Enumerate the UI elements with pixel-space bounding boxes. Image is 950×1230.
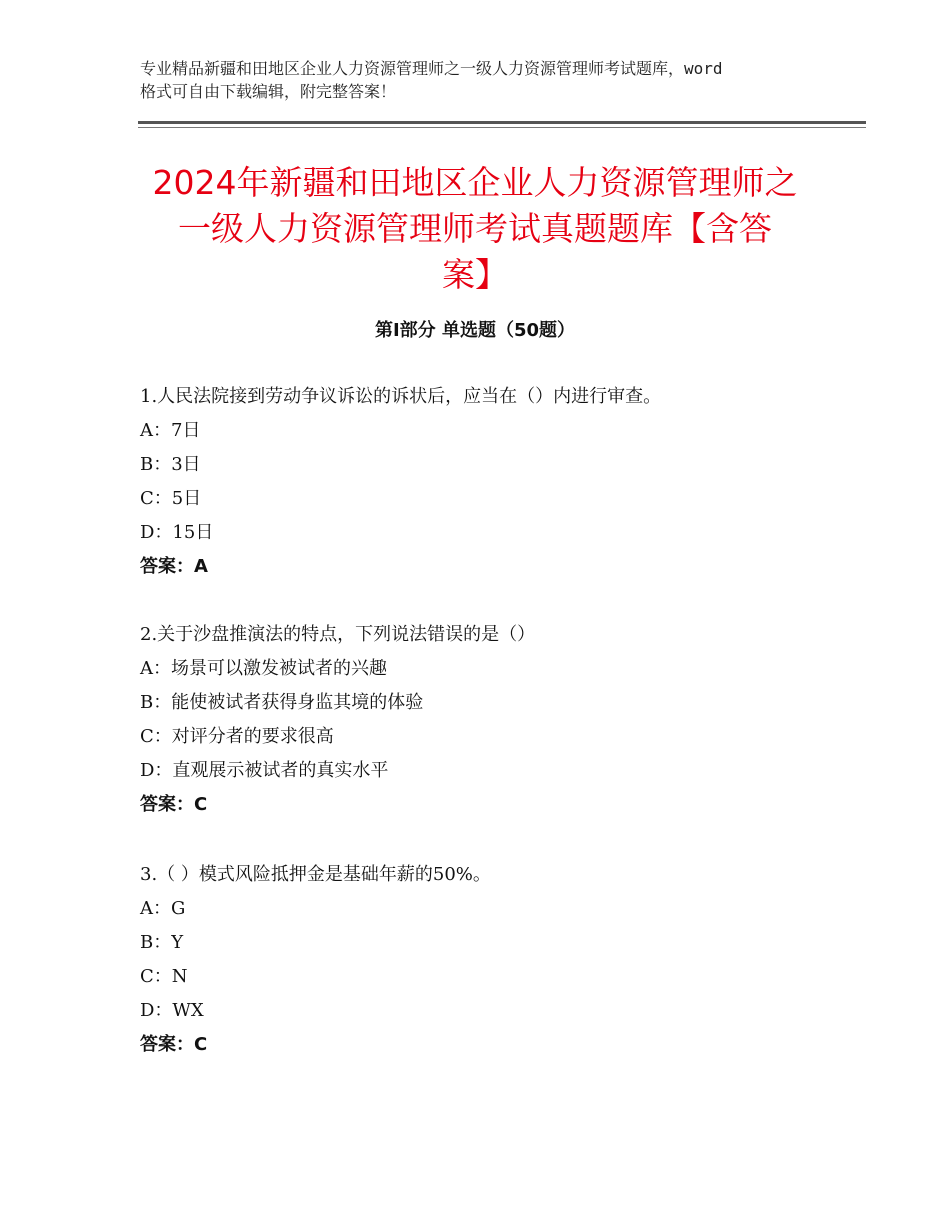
option-b: B：Y — [140, 932, 184, 953]
header-divider-thin — [138, 127, 866, 128]
title-line: 2024年新疆和田地区企业人力资源管理师之 — [152, 163, 798, 202]
answer: 答案：A — [140, 556, 208, 577]
question-block — [140, 858, 860, 1062]
title-line: 一级人力资源管理师考试真题题库【含答 — [178, 209, 772, 248]
answer: 答案：C — [140, 794, 208, 815]
document-title — [120, 160, 830, 298]
option-d: D：直观展示被试者的真实水平 — [140, 760, 389, 781]
option-c: C：对评分者的要求很高 — [140, 726, 334, 747]
question-stem: 3.（ ）模式风险抵押金是基础年薪的50%。 — [140, 864, 491, 885]
title-line: 案】 — [442, 255, 508, 294]
question-block — [140, 618, 860, 822]
option-d: D：15日 — [140, 522, 214, 543]
section-heading: 第Ⅰ部分 单选题（50题） — [374, 320, 575, 341]
header-divider — [138, 121, 866, 124]
question-stem: 1.人民法院接到劳动争议诉讼的诉状后，应当在（）内进行审查。 — [140, 386, 662, 407]
question-stem: 2.关于沙盘推演法的特点，下列说法错误的是（） — [140, 624, 536, 645]
option-d: D：WX — [140, 1000, 204, 1021]
option-b: B：3日 — [140, 454, 201, 475]
question-block — [140, 380, 860, 584]
option-b: B：能使被试者获得身监其境的体验 — [140, 692, 424, 713]
header-note-line: 格式可自由下载编辑，附完整答案！ — [140, 82, 397, 101]
option-c: C：5日 — [140, 488, 202, 509]
option-c: C：N — [140, 966, 188, 987]
option-a: A：场景可以激发被试者的兴趣 — [140, 658, 387, 679]
header-note-line: 专业精品新疆和田地区企业人力资源管理师之一级人力资源管理师考试题库，word — [140, 59, 723, 78]
header-note — [140, 57, 830, 103]
option-a: A：7日 — [140, 420, 201, 441]
option-a: A：G — [140, 898, 186, 919]
answer: 答案：C — [140, 1034, 208, 1055]
